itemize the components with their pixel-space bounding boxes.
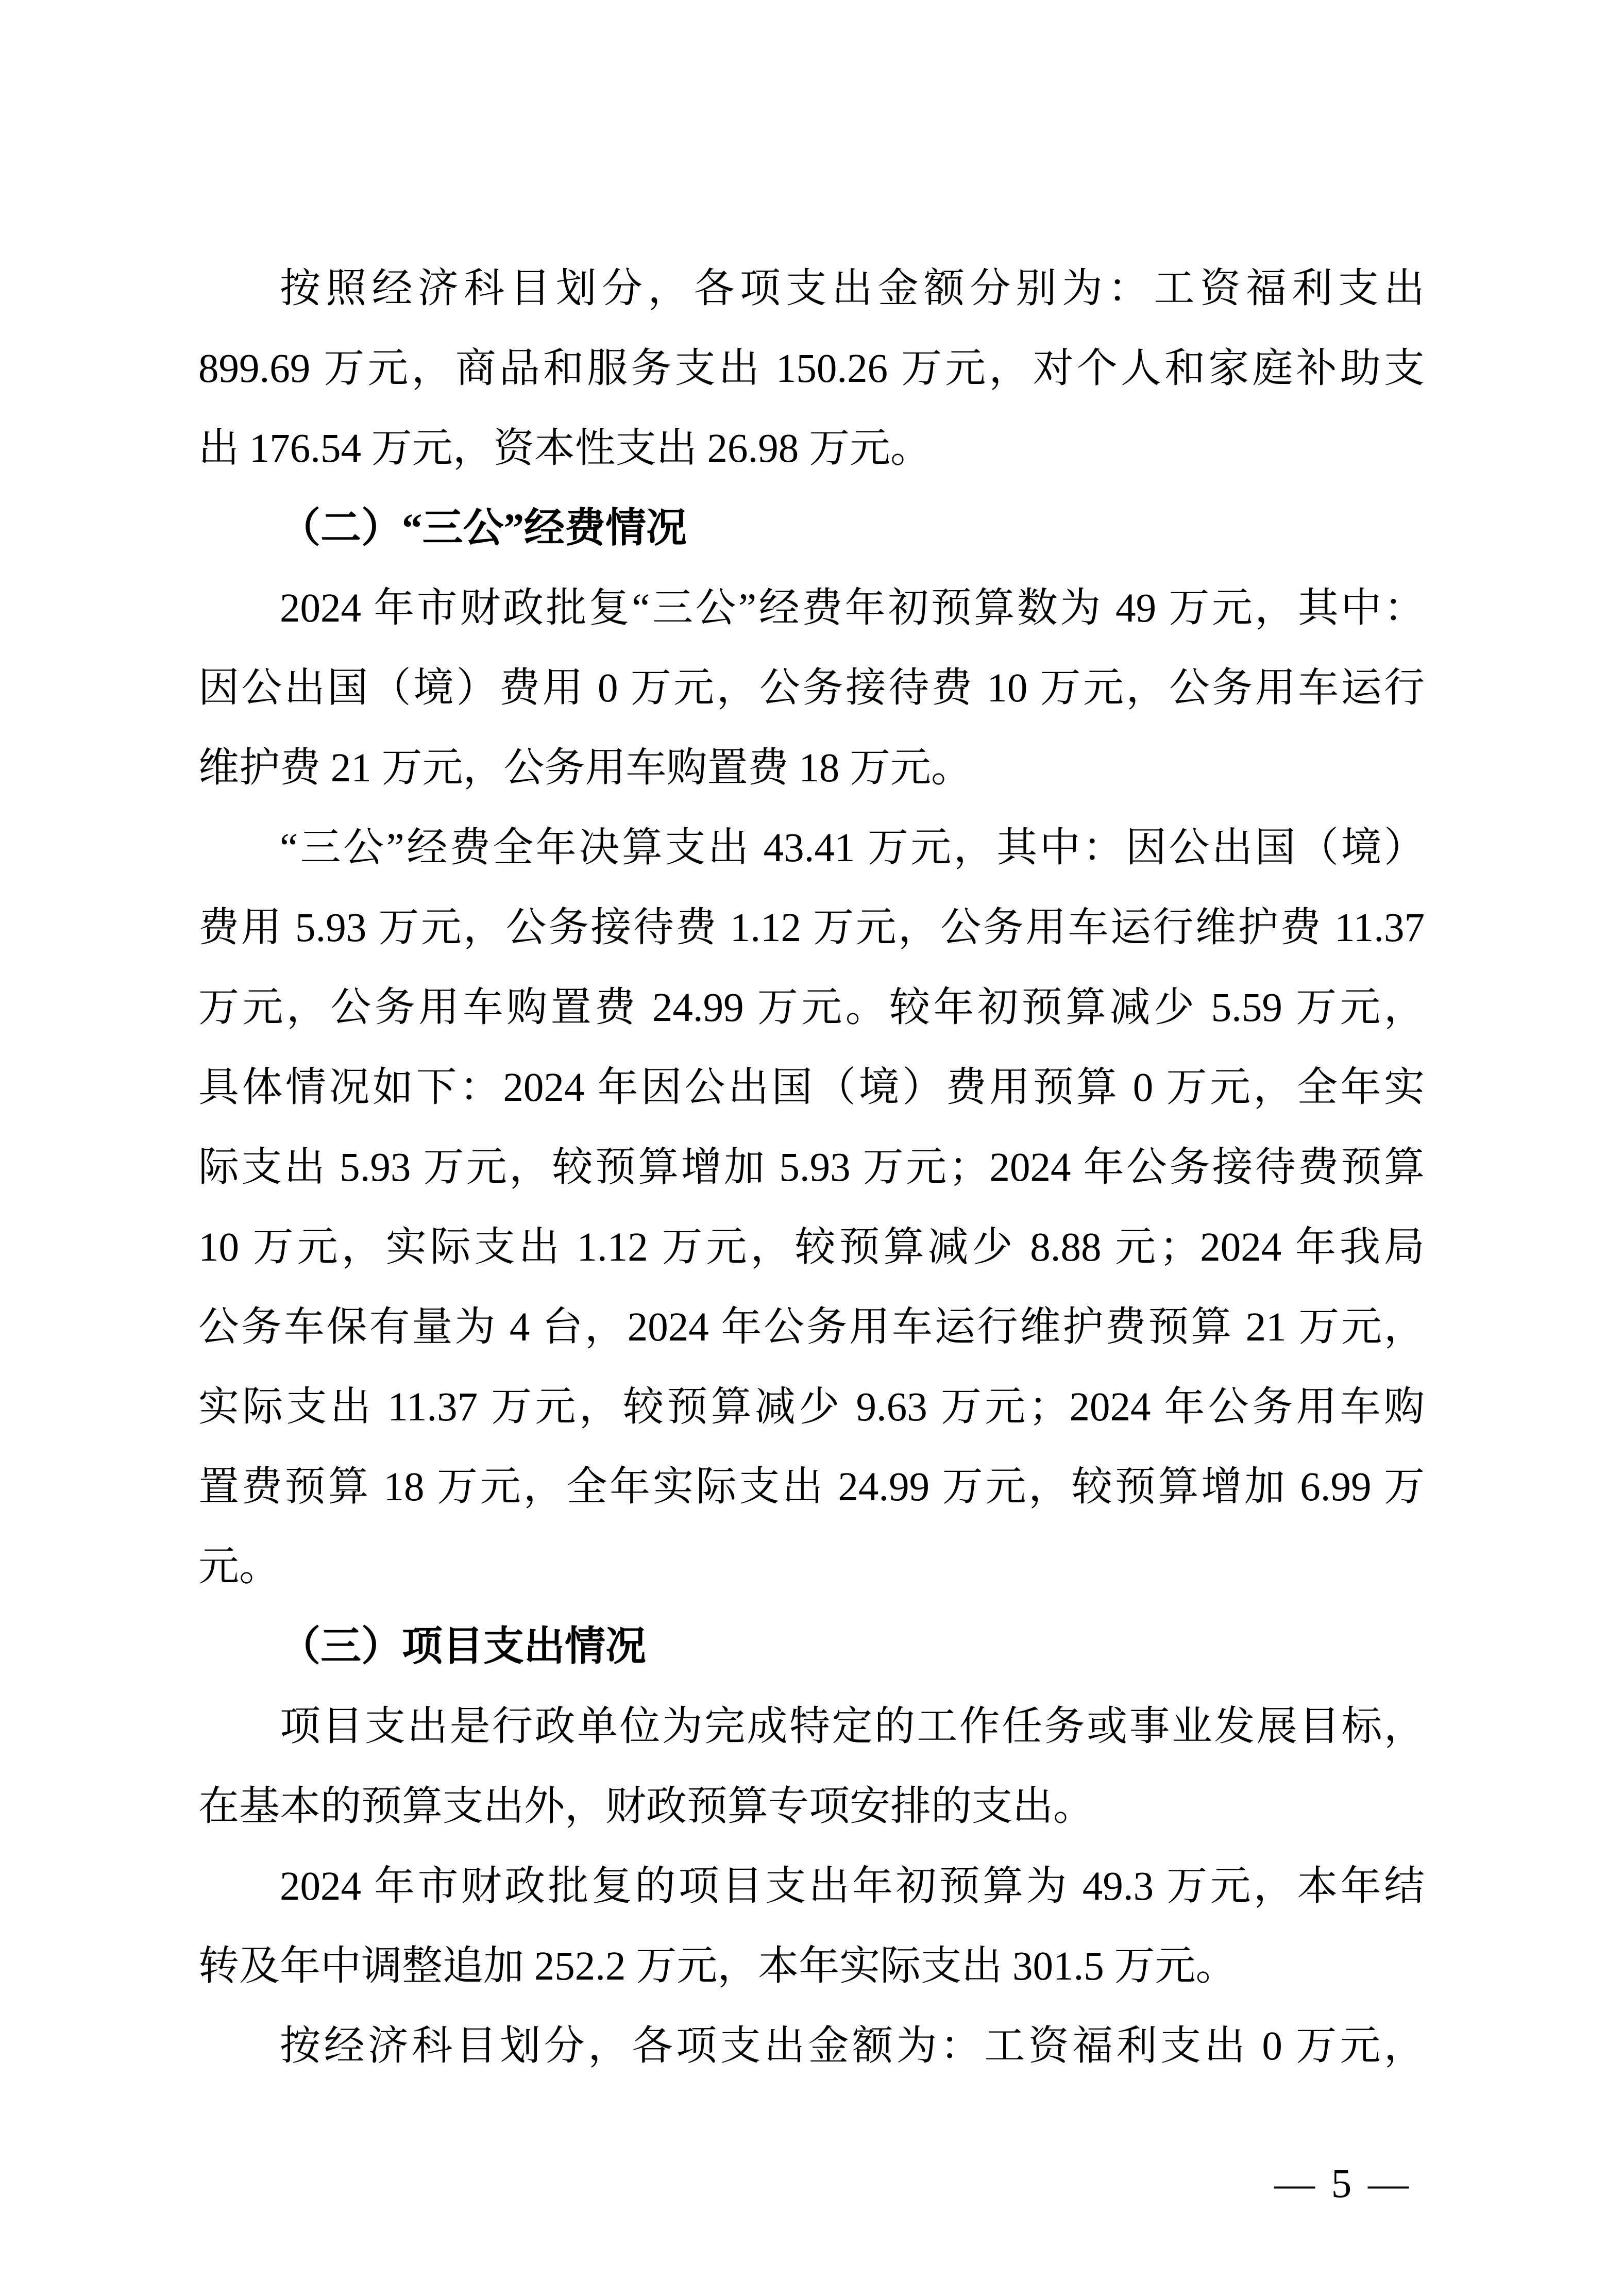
paragraph-line: 2024 年市财政批复“三公”经费年初预算数为 49 万元，其中： [280, 586, 1425, 631]
paragraph-line: 10 万元，实际支出 1.12 万元，较预算减少 8.88 元；2024 年我局 [198, 1225, 1425, 1270]
paragraph-line: 万元，公务用车购置费 24.99 万元。较年初预算减少 5.59 万元， [198, 985, 1425, 1030]
section-heading-project: （三）项目支出情况 [280, 1624, 646, 1669]
paragraph-line: 具体情况如下：2024 年因公出国（境）费用预算 0 万元，全年实 [198, 1065, 1425, 1110]
paragraph-line: 出 176.54 万元，资本性支出 26.98 万元。 [198, 426, 931, 471]
paragraph-line: 实际支出 11.37 万元，较预算减少 9.63 万元；2024 年公务用车购 [198, 1385, 1425, 1430]
paragraph-line: 费用 5.93 万元，公务接待费 1.12 万元，公务用车运行维护费 11.37 [198, 906, 1425, 950]
paragraph-line: 元。 [198, 1545, 280, 1589]
paragraph-line: “三公”经费全年决算支出 43.41 万元，其中：因公出国（境） [280, 826, 1425, 870]
paragraph-line: 按经济科目划分，各项支出金额为：工资福利支出 0 万元， [280, 2024, 1425, 2069]
paragraph-line: 在基本的预算支出外，财政预算专项安排的支出。 [198, 1784, 1094, 1829]
paragraph-line: 维护费 21 万元，公务用车购置费 18 万元。 [198, 746, 972, 791]
paragraph-line: 置费预算 18 万元，全年实际支出 24.99 万元，较预算增加 6.99 万 [198, 1465, 1425, 1510]
paragraph-line: 际支出 5.93 万元，较预算增加 5.93 万元；2024 年公务接待费预算 [198, 1145, 1425, 1190]
paragraph-line: 按照经济科目划分，各项支出金额分别为：工资福利支出 [280, 266, 1425, 311]
document-body [198, 249, 1425, 2086]
section-heading-sangong: （二）“三公”经费情况 [280, 506, 687, 551]
paragraph-line: 899.69 万元，商品和服务支出 150.26 万元，对个人和家庭补助支 [198, 346, 1425, 391]
paragraph-line: 公务车保有量为 4 台，2024 年公务用车运行维护费预算 21 万元， [198, 1305, 1425, 1350]
paragraph-line: 2024 年市财政批复的项目支出年初预算为 49.3 万元，本年结 [280, 1864, 1425, 1909]
page-number: — 5 — [1274, 2161, 1412, 2206]
paragraph-line: 项目支出是行政单位为完成特定的工作任务或事业发展目标， [280, 1704, 1425, 1749]
paragraph-line: 转及年中调整追加 252.2 万元，本年实际支出 301.5 万元。 [198, 1944, 1237, 1989]
paragraph-line: 因公出国（境）费用 0 万元，公务接待费 10 万元，公务用车运行 [198, 666, 1425, 711]
